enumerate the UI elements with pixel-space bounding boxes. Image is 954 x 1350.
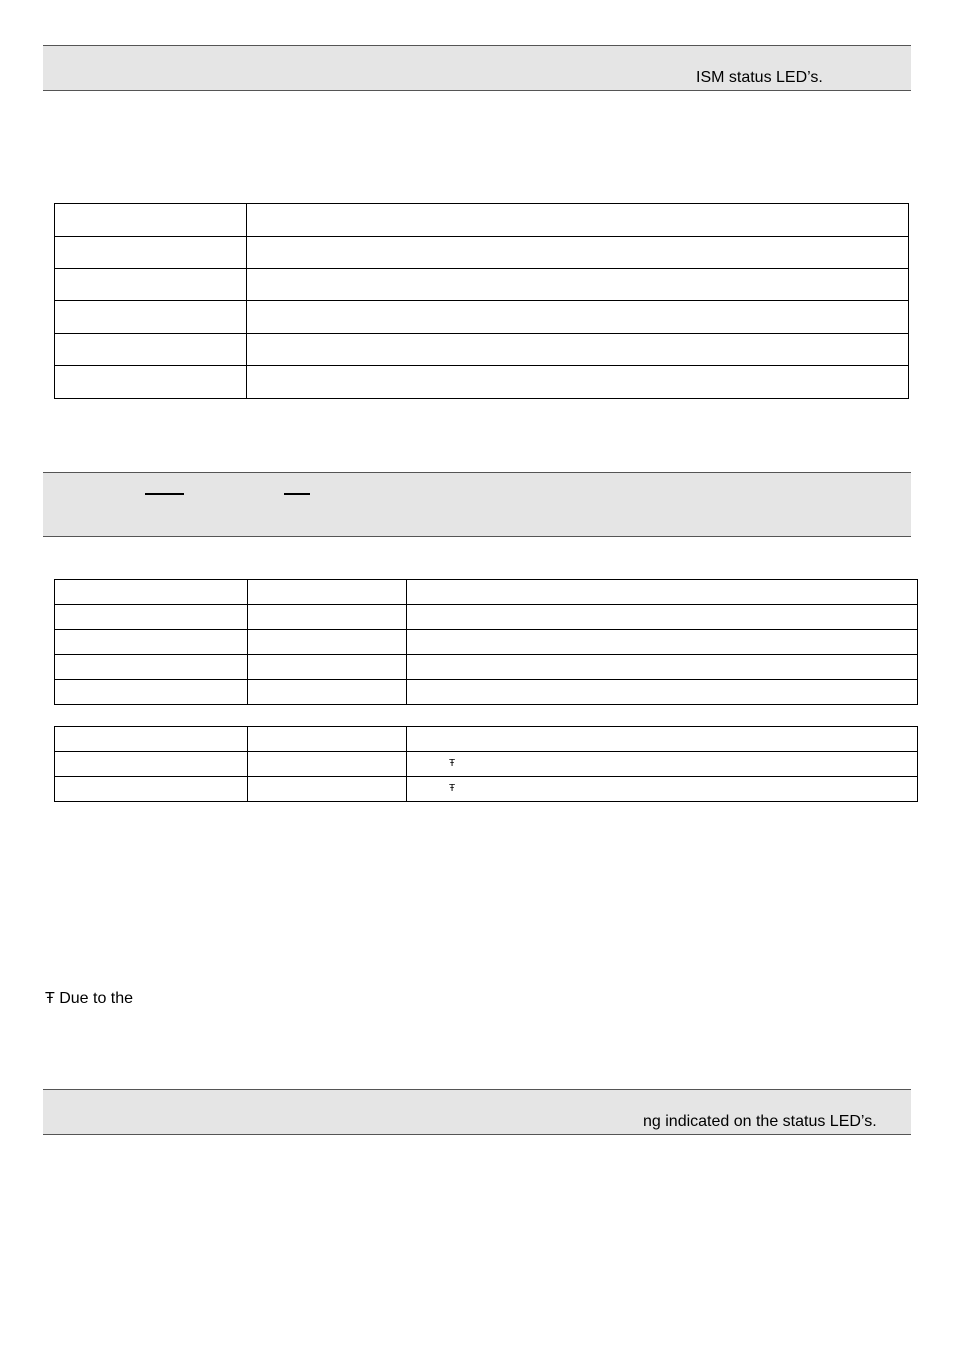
table-row: [55, 269, 909, 301]
table-row: [55, 655, 918, 680]
header-band-3: [43, 1089, 911, 1135]
table-row: [55, 680, 918, 705]
table-row: [55, 334, 909, 366]
table-row: [55, 777, 918, 802]
underline-mark-2: [284, 493, 310, 495]
table-row: [55, 204, 909, 237]
status-table-3: [54, 726, 918, 802]
header-band-1: [43, 45, 911, 91]
status-table-1: [54, 203, 909, 399]
status-table-2: [54, 579, 918, 705]
table-row: [55, 301, 909, 334]
table-row: [55, 752, 918, 777]
table-row: [55, 237, 909, 269]
table-row: [55, 580, 918, 605]
header-band-2: [43, 472, 911, 537]
band-1-text: ISM status LED’s.: [696, 69, 823, 86]
footnote-text: Ŧ Due to the: [45, 990, 134, 1007]
table-row: [55, 727, 918, 752]
footnote-mark: Ŧ: [407, 777, 918, 802]
table-row: [55, 630, 918, 655]
footnote-mark: Ŧ: [407, 752, 918, 777]
underline-mark-1: [145, 493, 184, 495]
table-row: [55, 366, 909, 399]
table-row: [55, 605, 918, 630]
band-3-text: ng indicated on the status LED’s.: [643, 1113, 877, 1130]
